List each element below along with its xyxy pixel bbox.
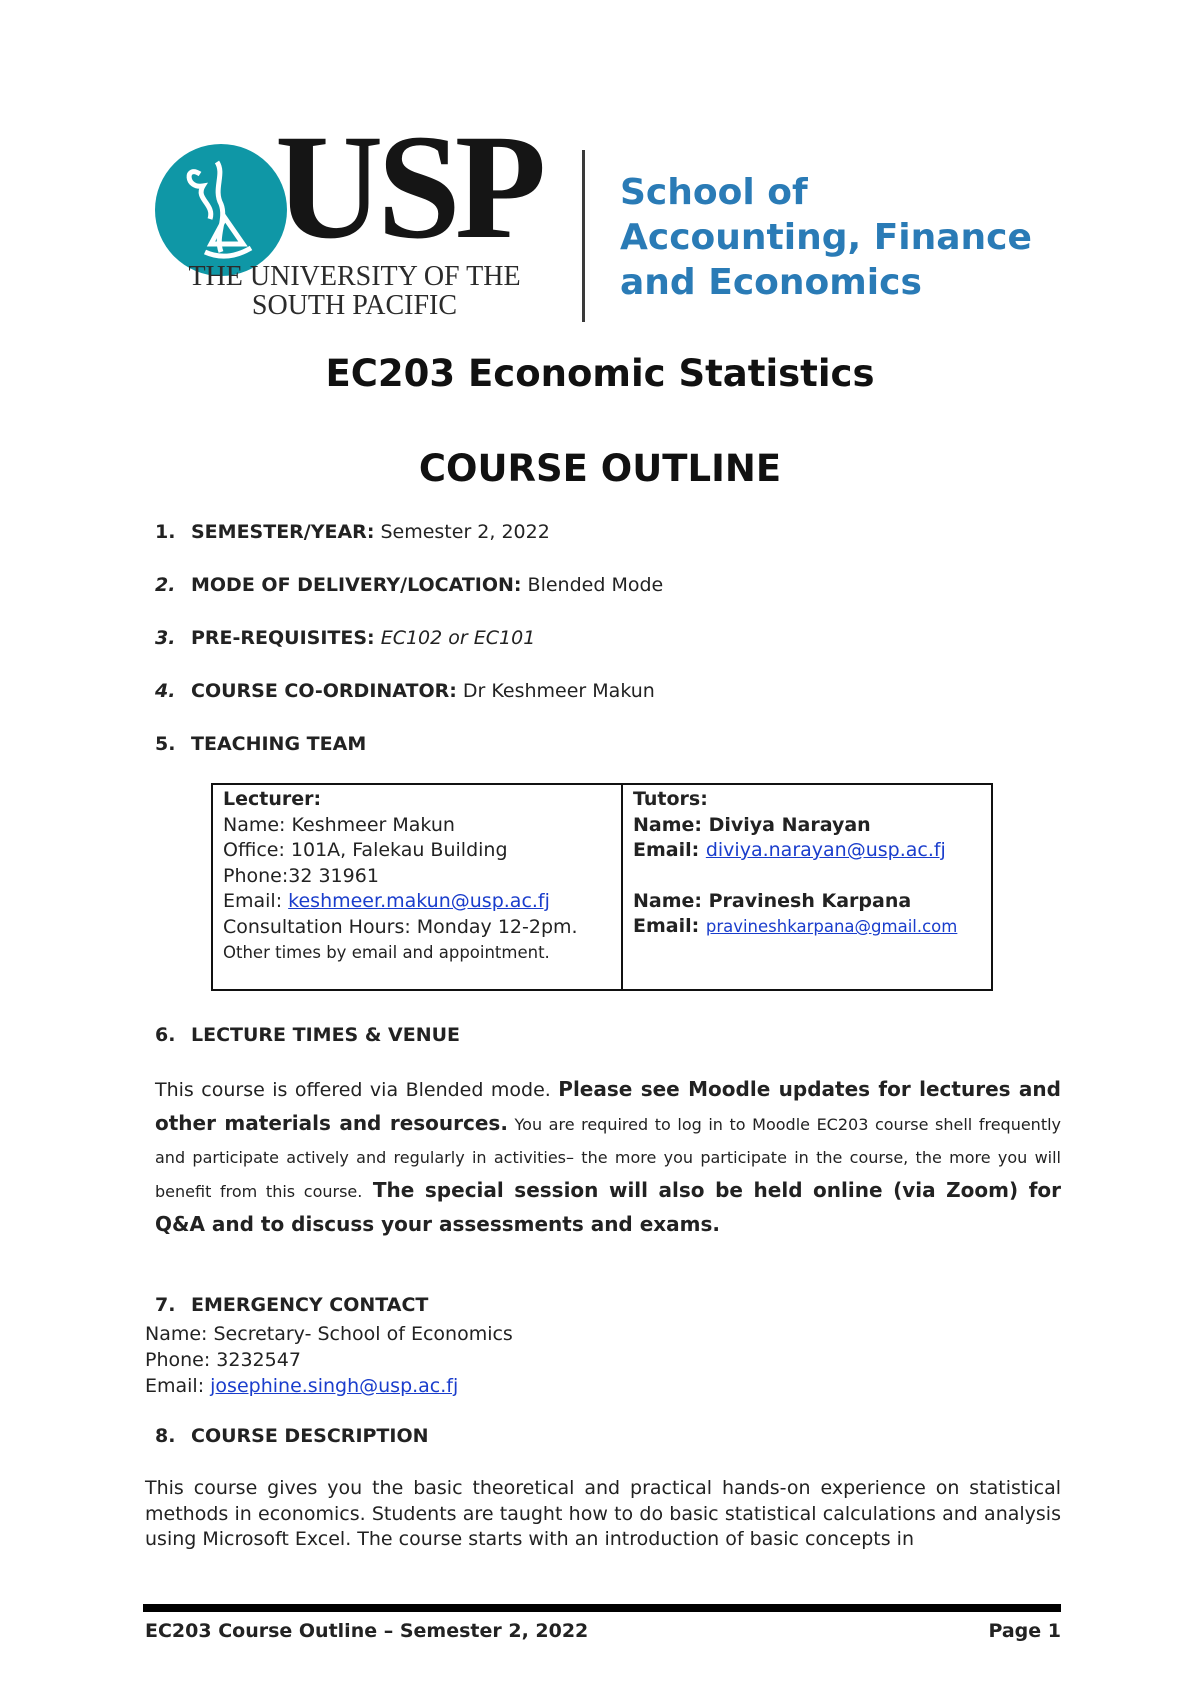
usp-emblem-icon bbox=[155, 144, 287, 276]
course-description-text: This course gives you the basic theoretical and practical hands-on experience on statistical methods in economics. Students are taught how to do basic statistical calculations and analysis using Microsoft Excel. The course starts with an introduction of basic concepts in bbox=[145, 1477, 1061, 1550]
section-lecture-times: 6. LECTURE TIMES & VENUE bbox=[155, 1024, 461, 1046]
emergency-contact: Name: Secretary- School of Economics Phone: 3232547 Email: josephine.singh@usp.ac.fj bbox=[145, 1323, 513, 1397]
emergency-email-link[interactable]: josephine.singh@usp.ac.fj bbox=[210, 1375, 459, 1397]
school-name: School of Accounting, Finance and Economics bbox=[620, 172, 1032, 303]
tutor2-email-link[interactable]: pravineshkarpana@gmail.com bbox=[705, 917, 958, 936]
teaching-team-table bbox=[211, 783, 993, 991]
lecturer-cell: Lecturer: Name: Keshmeer Makun Office: 101A, Falekau Building Phone:32 31961 Email: keshmeer.makun@usp.ac.fj Consultation Hours: Monday 12-2pm. Other times by email and appointment. bbox=[213, 785, 623, 989]
usp-logo bbox=[155, 104, 1075, 340]
footer-title: EC203 Course Outline – Semester 2, 2022 bbox=[145, 1620, 589, 1642]
usp-wordmark: USP bbox=[275, 104, 541, 270]
document-subtitle: COURSE OUTLINE bbox=[418, 447, 782, 490]
section-coordinator: 4. COURSE CO-ORDINATOR: Dr Keshmeer Makun bbox=[155, 680, 655, 702]
section-semester: 1. SEMESTER/YEAR: Semester 2, 2022 bbox=[155, 521, 550, 543]
university-name: THE UNIVERSITY OF THE SOUTH PACIFIC bbox=[188, 261, 521, 321]
lecturer-email-link[interactable]: keshmeer.makun@usp.ac.fj bbox=[288, 890, 550, 912]
section-teaching-team: 5. TEACHING TEAM bbox=[155, 733, 367, 755]
logo-divider bbox=[582, 150, 585, 322]
lecture-paragraph: This course is offered via Blended mode. Please see Moodle updates for lectures and other materials and resources. You are required to log in to Moodle EC203 course shell frequently and participate actively and regularly in activities– the more you participate in the course, the more you will benefit from this course. The special session will also be held online (via Zoom) for Q&A and to discuss your assessments and exams. bbox=[155, 1077, 1061, 1236]
section-prerequisites: 3. PRE-REQUISITES: EC102 or EC101 bbox=[155, 627, 536, 649]
section-emergency: 7. EMERGENCY CONTACT bbox=[155, 1294, 429, 1316]
footer-rule bbox=[143, 1604, 1061, 1612]
page-footer bbox=[145, 1620, 1061, 1642]
section-delivery: 2. MODE OF DELIVERY/LOCATION: Blended Mode bbox=[155, 574, 664, 596]
tutors-cell: Tutors: Name: Diviya Narayan Email: diviya.narayan@usp.ac.fj Name: Pravinesh Karpana Email: pravineshkarpana@gmail.com bbox=[633, 788, 958, 937]
course-title: EC203 Economic Statistics bbox=[325, 352, 875, 395]
tutor1-email-link[interactable]: diviya.narayan@usp.ac.fj bbox=[705, 839, 946, 861]
page-number: Page 1 bbox=[988, 1620, 1061, 1642]
section-course-description: 8. COURSE DESCRIPTION bbox=[155, 1425, 429, 1447]
